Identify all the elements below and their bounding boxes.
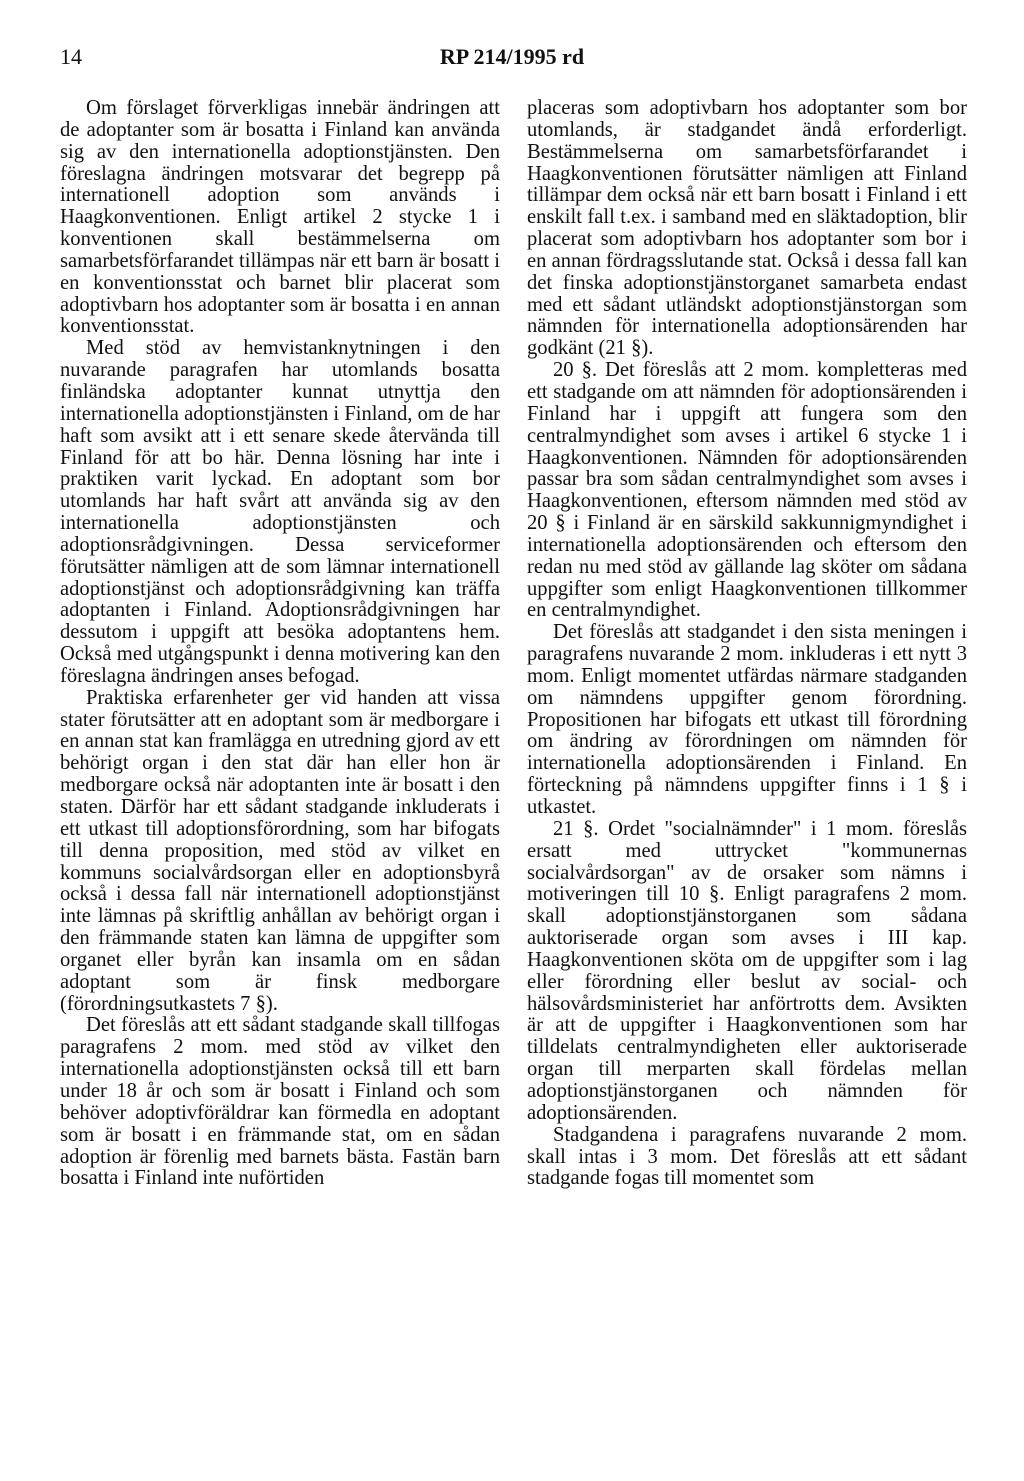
paragraph: 21 §. Ordet "socialnämnder" i 1 mom. föreslås ersatt med uttrycket "kommunernas socialvårdsorgan" av de orsaker som nämns i motiveringen till 10 §. Enligt paragrafens 2 mom. skall adoptionstjänstorganen som sådana auktoriserade organ som avses i III kap. Haagkonventionen sköta om de uppgifter som i lag eller förordning eller beslut av social- och hälsovårdsministeriet har anförtrotts dem. Avsikten är att de uppgifter i Haagkonventionen som har tilldelats centralmyndigheten eller auktoriserade organ till merparten skall fördelas mellan adoptionstjänstorganen och nämnden för adoptionsärenden. (527, 817, 967, 1124)
right-column (527, 98, 967, 1190)
document-id: RP 214/1995 rd (439, 44, 585, 69)
paragraph: placeras som adoptivbarn hos adoptanter som bor utomlands, är stadgandet ändå erforderligt. Bestämmelserna om samarbetsförfarandet i Haagkonventionen förutsätter nämligen att Finland tillämpar dem också när ett barn bosatt i Finland i ett enskilt fall t.ex. i samband med en släktadoption, blir placerat som adoptivbarn hos adoptanter som bor i en annan fördragsslutande stat. Också i dessa fall kan det finska adoptionstjänstorganet samarbeta endast med ett sådant utländskt adoptionstjänstorgan som nämnden för internationella adoptionsärenden har godkänt (21 §). (527, 97, 967, 360)
paragraph: 20 §. Det föreslås att 2 mom. kompletteras med ett stadgande om att nämnden för adoptionsärenden i Finland har i uppgift att fungera som den centralmyndighet som avses i artikel 6 stycke 1 i Haagkonventionen. Nämnden för adoptionsärenden passar bra som sådan centralmyndighet som avses i Haagkonventionen, eftersom nämnden med stöd av 20 § i Finland är en särskild sakkunnigmyndighet i internationella adoptionsärenden och eftersom den redan nu med stöd av gällande lag sköter om sådana uppgifter som enligt Haagkonventionen tillkommer en centralmyndighet. (527, 359, 967, 622)
paragraph: Praktiska erfarenheter ger vid handen att vissa stater förutsätter att en adoptant som är medborgare i en annan stat kan framlägga en utredning gjord av ett behörigt organ i den stat där han eller hon är medborgare också när adoptanten inte är bosatt i den staten. Därför har ett sådant stadgande inkluderats i ett utkast till adoptionsförordning, som har bifogats till denna proposition, med stöd av vilket en kommuns socialvårdsorgan eller en adoptionsbyrå också i dessa fall när internationell adoptionstjänst inte lämnas på skriftlig anhållan av behörigt organ i den främmande staten kan lämna de uppgifter som organet eller byrån kan insamla om en sådan adoptant som är finsk medborgare (förordningsutkastets 7 §). (60, 686, 500, 1015)
paragraph: Med stöd av hemvistanknytningen i den nuvarande paragrafen har utomlands bosatta finländska adoptanter kunnat utnyttja den internationella adoptionstjänsten i Finland, om de har haft som avsikt att i ett senare skede återvända till Finland för att bo här. Denna lösning har inte i praktiken varit lyckad. En adoptant som bor utomlands har haft svårt att använda sig av den internationella adoptionstjänsten och adoptionsrådgivningen. Dessa serviceformer förutsätter nämligen att de som lämnar internationell adoptionstjänst och adoptionsrådgivning kan träffa adoptanten i Finland. Adoptionsrådgivningen har dessutom i uppgift att besöka adoptantens hem. Också med utgångspunkt i denna motivering kan den föreslagna ändringen anses befogad. (60, 337, 500, 687)
page-number: 14 (60, 44, 82, 69)
paragraph: Stadgandena i paragrafens nuvarande 2 mom. skall intas i 3 mom. Det föreslås att ett sådant stadgande fogas till momentet som (527, 1123, 967, 1190)
paragraph: Det föreslås att stadgandet i den sista meningen i paragrafens nuvarande 2 mom. inkluderas i ett nytt 3 mom. Enligt momentet utfärdas närmare stadganden om nämndens uppgifter genom förordning. Propositionen har bifogats ett utkast till förordning om ändring av förordningen om nämnden för internationella adoptionsärenden i Finland. En förteckning på nämndens uppgifter finns i 1 § i utkastet. (527, 621, 967, 818)
paragraph: Det föreslås att ett sådant stadgande skall tillfogas paragrafens 2 mom. med stöd av vilket den internationella adoptionstjänsten också till ett barn under 18 år och som är bosatt i Finland och som behöver adoptivföräldrar kan förmedla en adoptant som är bosatt i en främmande stat, om en sådan adoption är förenlig med barnets bästa. Fastän barn bosatta i Finland inte nuförtiden (60, 1014, 500, 1190)
left-column (60, 98, 500, 1190)
paragraph: Om förslaget förverkligas innebär ändringen att de adoptanter som är bosatta i Finland kan använda sig av den internationella adoptionstjänsten. Den föreslagna ändringen motsvarar det begrepp på internationell adoption som används i Haagkonventionen. Enligt artikel 2 stycke 1 i konventionen skall bestämmelserna om samarbetsförfarandet tillämpas när ett barn är bosatt i en konventionsstat och barnet blir placerat som adoptivbarn hos adoptanter som är bosatta i en annan konventionsstat. (60, 97, 500, 338)
